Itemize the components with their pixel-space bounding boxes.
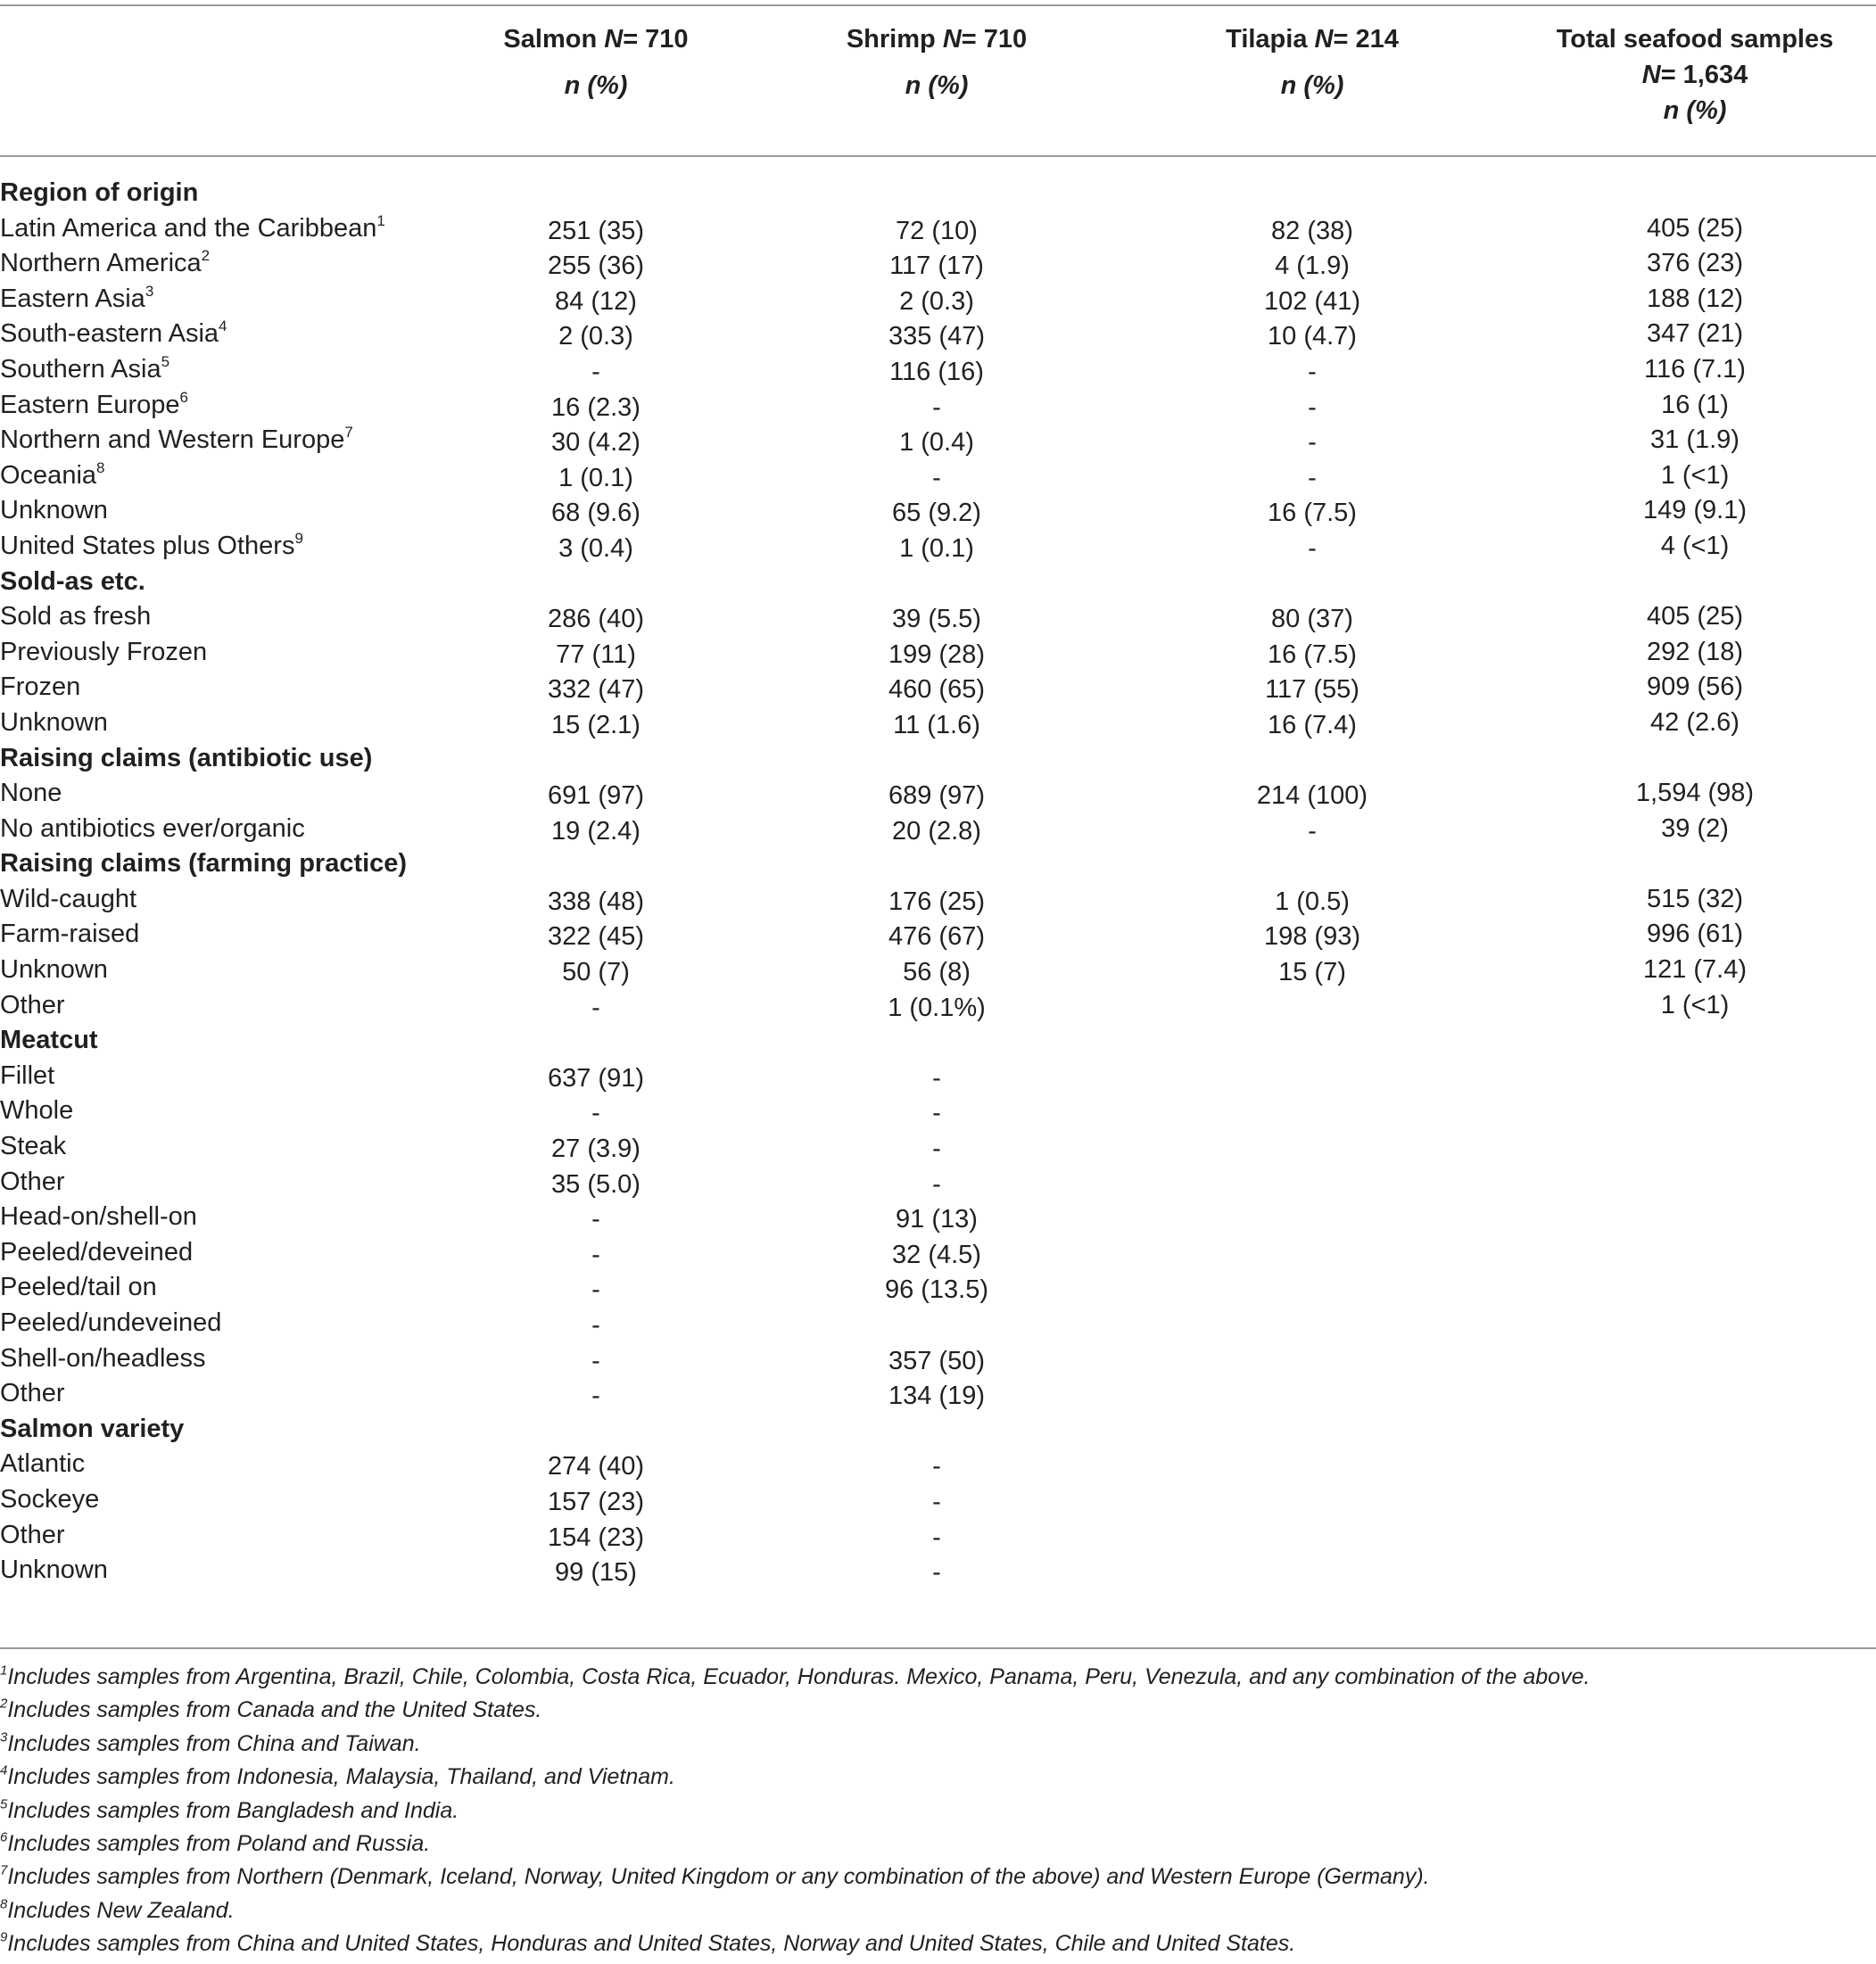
table-row xyxy=(0,529,1876,565)
table-cell: 476 (67) xyxy=(888,922,985,952)
table-cell: 154 (23) xyxy=(547,1523,644,1552)
column-header-n-label: N xyxy=(1314,25,1334,54)
column-header-title: Total seafood samples xyxy=(1556,25,1834,54)
column-header-pct: n (%) xyxy=(1663,96,1727,125)
row-label-text: Other xyxy=(0,1520,65,1549)
footnote xyxy=(0,1927,1876,1960)
footnote-marker: 6 xyxy=(179,388,188,406)
table-cell: 72 (10) xyxy=(896,216,978,245)
footnote-text: Includes samples from Indonesia, Malaysia, Thailand, and Vietnam. xyxy=(7,1764,675,1790)
table-cell: 198 (93) xyxy=(1263,922,1360,952)
table-cell: - xyxy=(932,1169,941,1199)
table-cell: 199 (28) xyxy=(888,640,985,669)
footnote-text: Includes samples from China and Taiwan. xyxy=(7,1730,421,1756)
table-body xyxy=(0,176,1876,1589)
table-row xyxy=(0,1129,1876,1165)
table-cell: 251 (35) xyxy=(547,216,644,245)
footnote-number: 7 xyxy=(0,1862,8,1878)
row-label-text: Peeled/tail on xyxy=(0,1273,157,1302)
footnote xyxy=(0,1761,1876,1794)
table-cell: 16 (7.5) xyxy=(1268,499,1357,528)
table-row xyxy=(0,953,1876,988)
row-label xyxy=(0,1235,193,1271)
table-row xyxy=(0,1553,1876,1589)
table-cell: 188 (12) xyxy=(1646,284,1743,313)
row-label-text: Oceania xyxy=(0,460,97,490)
table-cell: 84 (12) xyxy=(555,286,637,316)
table-cell: 39 (5.5) xyxy=(892,605,981,634)
table-cell: - xyxy=(1308,463,1317,492)
footnote xyxy=(0,1861,1876,1894)
table-cell: 77 (11) xyxy=(556,640,636,669)
table-row xyxy=(0,317,1876,352)
table-cell: 99 (15) xyxy=(555,1558,637,1588)
table-cell: 96 (13.5) xyxy=(884,1275,989,1305)
column-header-n-value: = 214 xyxy=(1333,25,1399,54)
table-cell: 56 (8) xyxy=(903,958,971,987)
table-cell: 15 (2.1) xyxy=(551,710,640,739)
column-header-tilapia xyxy=(1178,21,1446,103)
table-cell: 157 (23) xyxy=(547,1487,644,1516)
row-label-text: Whole xyxy=(0,1096,74,1126)
row-label xyxy=(0,529,303,565)
table-cell: 1 (0.4) xyxy=(899,428,974,458)
table-cell: 16 (7.4) xyxy=(1268,710,1357,739)
table-row xyxy=(0,882,1876,918)
table-cell: 10 (4.7) xyxy=(1268,322,1357,351)
row-label-text: Head-on/shell-on xyxy=(0,1202,197,1232)
table-cell: 347 (21) xyxy=(1646,319,1743,349)
table-cell: 637 (91) xyxy=(547,1063,644,1093)
table-cell: 357 (50) xyxy=(888,1346,985,1375)
table-row xyxy=(0,1059,1876,1094)
row-label-text: Fillet xyxy=(0,1060,55,1090)
table-cell: 286 (40) xyxy=(547,605,644,634)
row-label-text: No antibiotics ever/organic xyxy=(0,813,305,843)
row-label-text: United States plus Others xyxy=(0,531,295,560)
column-header-pct: n (%) xyxy=(905,71,969,100)
table-cell: 909 (56) xyxy=(1646,673,1743,702)
table-cell: 322 (45) xyxy=(547,922,644,952)
row-label xyxy=(0,706,108,741)
row-label xyxy=(0,776,62,812)
column-header-pct: n (%) xyxy=(564,71,628,100)
table-cell: 214 (100) xyxy=(1256,781,1368,811)
table-cell: 82 (38) xyxy=(1271,216,1353,245)
column-header-n-value: = 710 xyxy=(961,25,1028,54)
table-cell: 1 (0.1%) xyxy=(888,993,986,1022)
column-header-total xyxy=(1517,21,1873,128)
column-header-n-label: N xyxy=(942,25,962,54)
table-cell: 121 (7.4) xyxy=(1642,955,1748,985)
table-cell: 460 (65) xyxy=(888,675,985,705)
table-cell: 15 (7) xyxy=(1278,958,1346,987)
table-row xyxy=(0,493,1876,529)
footnote-text: Includes samples from China and United States, Honduras and United States, Norway and United States, Chile and United States. xyxy=(7,1931,1296,1957)
row-label xyxy=(0,1093,73,1129)
row-label xyxy=(0,635,207,671)
footnote xyxy=(0,1661,1876,1694)
table-cell: 405 (25) xyxy=(1646,213,1743,243)
section-header-row xyxy=(0,741,1876,777)
footnote xyxy=(0,1694,1876,1727)
table-cell: - xyxy=(591,357,600,386)
table-cell: 117 (55) xyxy=(1265,675,1359,705)
footnote-number: 8 xyxy=(0,1896,8,1912)
table-cell: - xyxy=(591,1346,600,1375)
row-label-text: Salmon variety xyxy=(0,1414,185,1443)
row-label-text: Raising claims (farming practice) xyxy=(0,849,408,879)
row-label-text: Meatcut xyxy=(0,1026,98,1055)
row-label xyxy=(0,1059,54,1094)
table-cell: 1 (<1) xyxy=(1660,460,1730,490)
row-label-text: Region of origin xyxy=(0,178,199,207)
row-label-text: Steak xyxy=(0,1132,67,1161)
table-cell: 3 (0.4) xyxy=(558,533,633,563)
table-row xyxy=(0,1200,1876,1235)
table-cell: 274 (40) xyxy=(547,1452,644,1481)
row-label-text: Northern and Western Europe xyxy=(0,425,345,455)
footnote xyxy=(0,1894,1876,1927)
table-cell: - xyxy=(591,993,600,1022)
table-cell: - xyxy=(591,1205,600,1234)
row-label xyxy=(0,882,136,918)
footnote-text: Includes New Zealand. xyxy=(7,1897,235,1923)
row-label xyxy=(0,246,210,282)
table-cell: 4 (1.9) xyxy=(1275,252,1350,281)
column-header-title: Salmon xyxy=(503,25,598,54)
section-header-row xyxy=(0,565,1876,600)
footnote-number: 3 xyxy=(0,1729,8,1745)
table-cell: 149 (9.1) xyxy=(1642,496,1748,525)
table-cell: 292 (18) xyxy=(1646,637,1743,666)
table-cell: 376 (23) xyxy=(1646,249,1743,278)
table-cell: - xyxy=(1308,357,1317,386)
table-row xyxy=(0,706,1876,741)
section-title xyxy=(0,741,372,777)
section-title xyxy=(0,1412,184,1448)
table-cell: - xyxy=(1308,392,1317,422)
footnote-marker: 9 xyxy=(294,530,303,548)
table-cell: - xyxy=(1308,533,1317,563)
row-label xyxy=(0,1129,66,1165)
row-label xyxy=(0,1306,221,1341)
row-label-text: Latin America and the Caribbean xyxy=(0,213,377,243)
table-row xyxy=(0,917,1876,953)
table-cell: - xyxy=(1308,816,1317,846)
table-row xyxy=(0,1447,1876,1482)
footnote-number: 5 xyxy=(0,1796,8,1812)
footnote-number: 2 xyxy=(0,1696,8,1712)
header-rule xyxy=(0,155,1876,157)
table-cell: 134 (19) xyxy=(888,1382,985,1411)
row-label-text: Raising claims (antibiotic use) xyxy=(0,743,373,772)
row-label xyxy=(0,493,108,529)
table-cell: 102 (41) xyxy=(1263,286,1360,316)
row-label xyxy=(0,352,169,388)
table-cell: 1,594 (98) xyxy=(1635,779,1755,808)
table-cell: 42 (2.6) xyxy=(1650,707,1740,737)
table-cell: 68 (9.6) xyxy=(551,499,640,528)
row-label xyxy=(0,282,153,318)
table-cell: 65 (9.2) xyxy=(892,499,981,528)
table-cell: 1 (0.5) xyxy=(1275,887,1350,916)
column-header-salmon xyxy=(462,21,730,103)
row-label-text: Unknown xyxy=(0,1556,108,1585)
footnote-number: 6 xyxy=(0,1829,8,1845)
table-cell: 39 (2) xyxy=(1661,813,1729,843)
footnote-marker: 2 xyxy=(201,247,211,265)
table-cell: 91 (13) xyxy=(896,1205,978,1234)
footnote xyxy=(0,1728,1876,1761)
table-row xyxy=(0,812,1876,847)
row-label-text: Atlantic xyxy=(0,1449,86,1479)
table-cell: 338 (48) xyxy=(547,887,644,916)
table-cell: 27 (3.9) xyxy=(551,1135,640,1164)
row-label xyxy=(0,1341,206,1377)
table-bottom-rule xyxy=(0,1647,1876,1649)
table-cell: 332 (47) xyxy=(547,675,644,705)
column-header-n-label: N xyxy=(1641,61,1661,89)
table-cell: 30 (4.2) xyxy=(551,428,640,458)
table-row xyxy=(0,282,1876,318)
table-cell: 116 (7.1) xyxy=(1644,354,1746,384)
section-header-row xyxy=(0,1023,1876,1059)
table-row xyxy=(0,211,1876,247)
row-label xyxy=(0,599,151,635)
table-cell: 50 (7) xyxy=(562,958,630,987)
table-cell: 176 (25) xyxy=(888,887,985,916)
table-row xyxy=(0,599,1876,635)
row-label xyxy=(0,1165,65,1201)
table-cell: 405 (25) xyxy=(1646,602,1743,631)
table-cell: 19 (2.4) xyxy=(551,816,640,846)
row-label xyxy=(0,1200,197,1235)
table-row xyxy=(0,635,1876,671)
table-row xyxy=(0,352,1876,388)
footnote-text: Includes samples from Canada and the United States. xyxy=(7,1697,542,1723)
column-header-title: Tilapia xyxy=(1226,25,1308,54)
section-title xyxy=(0,565,145,600)
row-label xyxy=(0,1553,108,1589)
footnote-text: Includes samples from Argentina, Brazil, Chile, Colombia, Costa Rica, Ecuador, Honduras. Mexico, Panama, Peru, Venezula, and any combination of the above. xyxy=(7,1664,1591,1689)
table-row xyxy=(0,988,1876,1024)
row-label xyxy=(0,1376,65,1412)
footnote-marker: 7 xyxy=(344,424,353,441)
footnote-marker: 4 xyxy=(219,318,227,335)
row-label-text: None xyxy=(0,779,62,808)
section-title xyxy=(0,176,198,211)
row-label-text: Frozen xyxy=(0,673,81,702)
table-cell: - xyxy=(932,1523,941,1552)
table-row xyxy=(0,423,1876,458)
table-cell: 20 (2.8) xyxy=(892,816,981,846)
row-label-text: Farm-raised xyxy=(0,920,140,949)
table-cell: 16 (1) xyxy=(1661,390,1729,419)
table-cell: 515 (32) xyxy=(1646,884,1743,913)
table-cell: - xyxy=(1308,428,1317,458)
table-row xyxy=(0,1518,1876,1554)
row-label xyxy=(0,458,104,494)
table-cell: 16 (2.3) xyxy=(551,392,640,422)
row-label xyxy=(0,1447,85,1482)
footnote-marker: 3 xyxy=(145,282,154,300)
row-label xyxy=(0,670,80,706)
table-cell: - xyxy=(932,1452,941,1481)
row-label-text: Sockeye xyxy=(0,1484,100,1514)
table-cell: - xyxy=(932,1558,941,1588)
row-label-text: Eastern Europe xyxy=(0,390,180,419)
table-cell: - xyxy=(591,1099,600,1128)
table-row xyxy=(0,1376,1876,1412)
table-cell: - xyxy=(591,1311,600,1340)
table-cell: 255 (36) xyxy=(547,252,644,281)
row-label xyxy=(0,1270,157,1306)
table-cell: 1 (0.1) xyxy=(558,463,633,492)
table-cell: 4 (<1) xyxy=(1660,531,1730,560)
footnote-number: 9 xyxy=(0,1929,8,1945)
footnote-number: 4 xyxy=(0,1762,8,1778)
section-header-row xyxy=(0,1412,1876,1448)
footnote xyxy=(0,1795,1876,1828)
table-row xyxy=(0,1165,1876,1201)
row-label xyxy=(0,953,108,988)
row-label-text: South-eastern Asia xyxy=(0,319,219,349)
table-cell: 16 (7.5) xyxy=(1268,640,1357,669)
table-cell: - xyxy=(932,1063,941,1093)
row-label-text: Other xyxy=(0,1167,65,1196)
column-header-n-value: = 1,634 xyxy=(1660,61,1748,89)
row-label xyxy=(0,317,227,352)
table-cell: - xyxy=(932,392,941,422)
table-row xyxy=(0,1482,1876,1518)
row-label xyxy=(0,211,385,247)
footnote-marker: 5 xyxy=(161,353,170,371)
table-cell: - xyxy=(932,1099,941,1128)
table-cell: 2 (0.3) xyxy=(558,322,633,351)
row-label-text: Unknown xyxy=(0,955,108,985)
row-label xyxy=(0,1518,65,1554)
table-row xyxy=(0,1341,1876,1377)
section-header-row xyxy=(0,176,1876,211)
section-title xyxy=(0,1023,98,1059)
row-label-text: Northern America xyxy=(0,249,202,278)
table-row xyxy=(0,388,1876,424)
row-label-text: Sold as fresh xyxy=(0,602,152,631)
table-cell: 32 (4.5) xyxy=(892,1240,981,1269)
column-header-pct: n (%) xyxy=(1280,71,1344,100)
column-header-title: Shrimp xyxy=(846,25,936,54)
footnote-marker: 8 xyxy=(96,458,105,476)
table-cell: 1 (0.1) xyxy=(899,533,974,563)
row-label xyxy=(0,988,65,1024)
table-row xyxy=(0,1306,1876,1341)
footnote-text: Includes samples from Northern (Denmark, Iceland, Norway, United Kingdom or any combination of the above) and Western Europe (Germany). xyxy=(7,1864,1430,1890)
row-label-text: Other xyxy=(0,1379,65,1408)
table-row xyxy=(0,458,1876,494)
table-cell: 689 (97) xyxy=(888,781,985,811)
table-cell: 1 (<1) xyxy=(1660,990,1730,1019)
table-cell: - xyxy=(591,1275,600,1305)
section-title xyxy=(0,846,407,882)
column-header-shrimp xyxy=(803,21,1070,103)
column-header-n-value: = 710 xyxy=(623,25,689,54)
table-row xyxy=(0,246,1876,282)
footnote-number: 1 xyxy=(0,1663,8,1679)
row-label-text: Previously Frozen xyxy=(0,637,208,666)
row-label xyxy=(0,388,188,424)
row-label-text: Unknown xyxy=(0,496,108,525)
table-row xyxy=(0,776,1876,812)
row-label-text: Unknown xyxy=(0,707,108,737)
row-label-text: Shell-on/headless xyxy=(0,1343,206,1373)
table-top-rule xyxy=(0,4,1876,6)
table-cell: 117 (17) xyxy=(889,252,984,281)
table-cell: 335 (47) xyxy=(888,322,985,351)
row-label xyxy=(0,812,305,847)
table-cell: 996 (61) xyxy=(1646,920,1743,949)
row-label-text: Sold-as etc. xyxy=(0,566,145,596)
footnotes xyxy=(0,1661,1876,1961)
table-row xyxy=(0,1093,1876,1129)
table-cell: - xyxy=(932,1135,941,1164)
row-label-text: Eastern Asia xyxy=(0,284,145,313)
table-row xyxy=(0,670,1876,706)
table-row xyxy=(0,1235,1876,1271)
row-label-text: Wild-caught xyxy=(0,884,137,913)
table-cell: 35 (5.0) xyxy=(551,1169,640,1199)
table-cell: 691 (97) xyxy=(547,781,644,811)
section-header-row xyxy=(0,846,1876,882)
table-cell: 80 (37) xyxy=(1271,605,1353,634)
table-cell: 31 (1.9) xyxy=(1650,425,1740,455)
table-cell: 116 (16) xyxy=(889,357,984,386)
footnote-text: Includes samples from Bangladesh and India. xyxy=(7,1797,459,1823)
footnote xyxy=(0,1828,1876,1861)
table-cell: - xyxy=(591,1382,600,1411)
table-cell: - xyxy=(591,1240,600,1269)
footnote-marker: 1 xyxy=(376,211,385,229)
row-label-text: Other xyxy=(0,990,65,1019)
row-label xyxy=(0,1482,99,1518)
row-label xyxy=(0,423,353,458)
table-cell: 11 (1.6) xyxy=(893,710,980,739)
row-label-text: Peeled/deveined xyxy=(0,1237,194,1267)
footnote-text: Includes samples from Poland and Russia. xyxy=(7,1831,431,1857)
table-cell: - xyxy=(932,463,941,492)
table-cell: 2 (0.3) xyxy=(899,286,974,316)
table-cell: - xyxy=(932,1487,941,1516)
row-label-text: Peeled/undeveined xyxy=(0,1308,222,1337)
table-row xyxy=(0,1270,1876,1306)
column-header-n-label: N xyxy=(604,25,624,54)
row-label-text: Southern Asia xyxy=(0,354,161,384)
row-label xyxy=(0,917,139,953)
